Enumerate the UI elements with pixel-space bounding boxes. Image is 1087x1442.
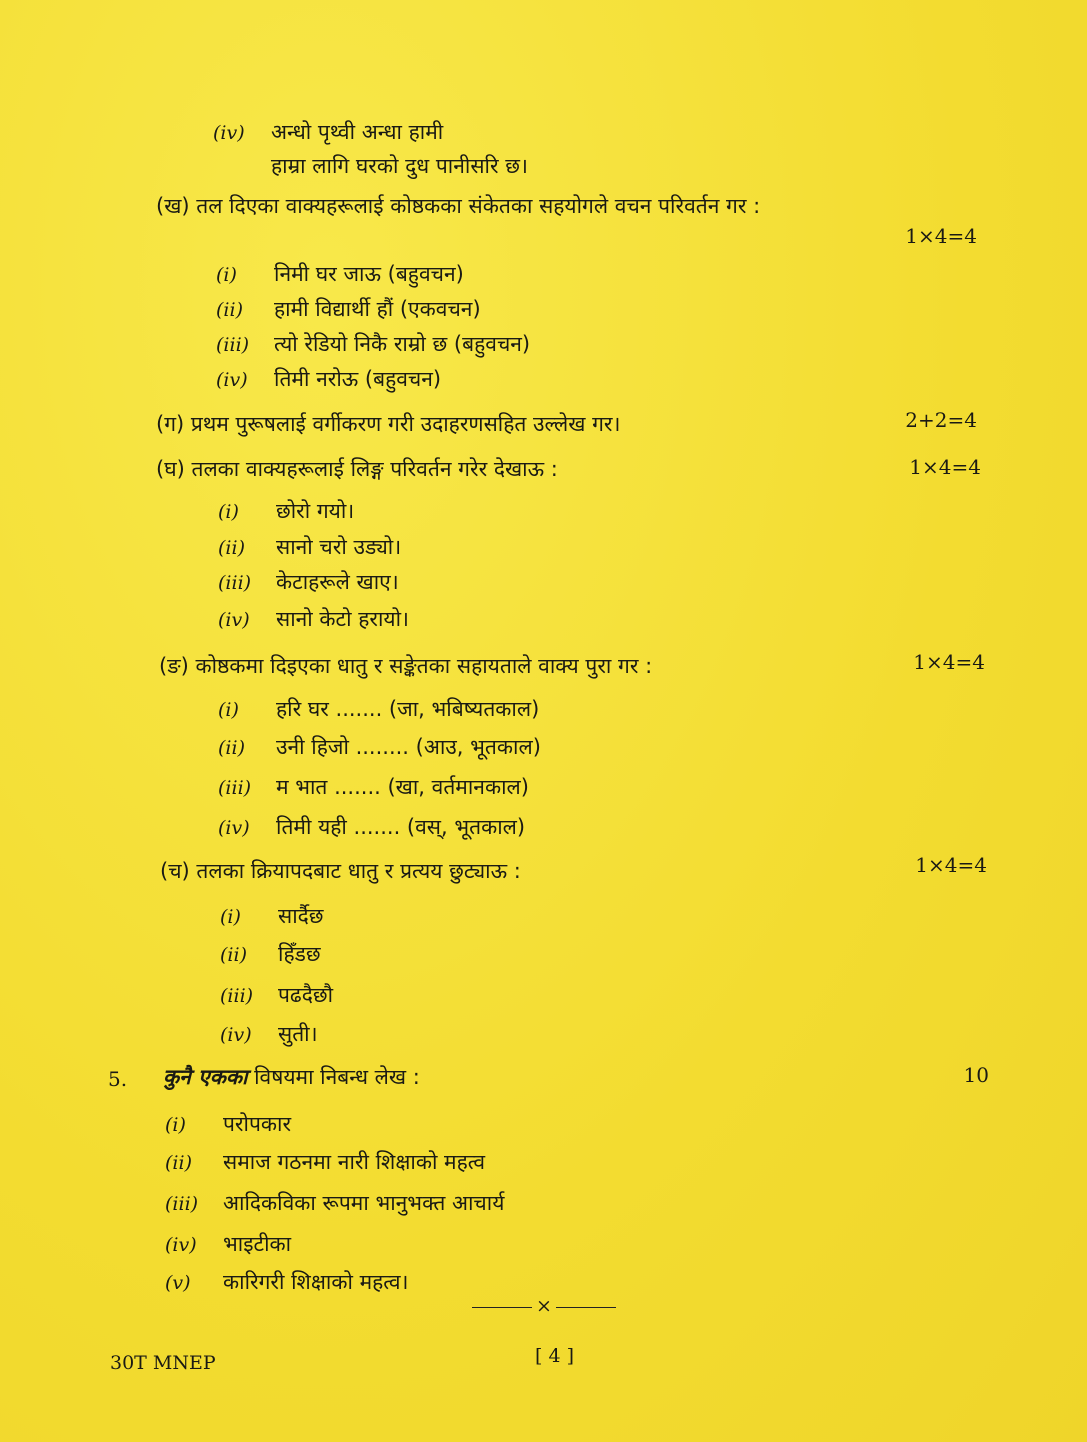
list-item: (iv) सानो केटो हरायो।: [218, 607, 409, 631]
question-cha-marks: 1×4=4: [915, 853, 987, 877]
list-item: (iii) केटाहरूले खाए।: [218, 570, 399, 594]
item-numeral: (iv): [213, 122, 245, 144]
question-kha-marks: 1×4=4: [905, 224, 977, 248]
end-cross: ×: [536, 1295, 552, 1317]
list-item: (iv) सुती।: [220, 1022, 318, 1046]
question-ga-label: (ग) प्रथम पुरूषलाई वर्गीकरण गरी उदाहरणसहित उल्लेख गर।: [156, 412, 621, 436]
list-item: (ii) सानो चरो उड्यो।: [218, 535, 402, 559]
list-item: (iii) म भात ....... (खा, वर्तमानकाल): [218, 775, 529, 799]
verse-line-2: हाम्रा लागि घरको दुध पानीसरि छ।: [271, 154, 528, 178]
question-nga-label: (ङ) कोष्ठकमा दिइएका धातु र सङ्केतका सहायताले वाक्य पुरा गर :: [159, 654, 653, 678]
list-item: (i) परोपकार: [165, 1112, 292, 1136]
list-item: (i) निमी घर जाऊ (बहुवचन): [216, 262, 464, 286]
question-gha-label: (घ) तलका वाक्यहरूलाई लिङ्ग परिवर्तन गरेर देखाऊ :: [156, 457, 558, 481]
list-item: (iii) पढदैछौ: [220, 983, 334, 1007]
page-number: [ 4 ]: [535, 1345, 574, 1367]
question-5-marks: 10: [963, 1063, 989, 1087]
question-nga-marks: 1×4=4: [913, 650, 985, 674]
list-item: (v) कारिगरी शिक्षाको महत्व।: [165, 1270, 409, 1294]
question-5-number: 5.: [108, 1067, 128, 1091]
verse-text: अन्धो पृथ्वी अन्धा हामी: [271, 120, 444, 144]
list-item: (iv) तिमी नरोऊ (बहुवचन): [216, 367, 442, 391]
list-item: (i) छोरो गयो।: [218, 499, 355, 523]
list-item: (ii) हामी विद्यार्थी हौं (एकवचन): [216, 297, 481, 321]
list-item: (iv) भाइटीका: [165, 1232, 292, 1256]
verse-line-1: [213, 118, 443, 146]
list-item: (i) हरि घर ....... (जा, भबिष्यतकाल): [218, 697, 540, 721]
end-rule-left: [472, 1306, 532, 1308]
question-kha-label: (ख) तल दिएका वाक्यहरूलाई कोष्ठकका संकेतका सहयोगले वचन परिवर्तन गर :: [156, 194, 761, 218]
list-item: (iii) आदिकविका रूपमा भानुभक्त आचार्य: [165, 1191, 505, 1215]
question-5-label: [163, 1063, 420, 1091]
question-ga-marks: 2+2=4: [905, 408, 977, 432]
list-item: (ii) समाज गठनमा नारी शिक्षाको महत्व: [165, 1150, 486, 1174]
question-5-label-rest: विषयमा निबन्ध लेख :: [247, 1065, 420, 1089]
question-cha-label: (च) तलका क्रियापदबाट धातु र प्रत्यय छुट्याऊ :: [160, 859, 521, 883]
list-item: (ii) हिँडछ: [220, 942, 321, 966]
list-item: (iv) तिमी यही ....... (वस्, भूतकाल): [218, 815, 526, 839]
list-item: (i) सार्दैछ: [220, 904, 324, 928]
list-item: (ii) उनी हिजो ........ (आउ, भूतकाल): [218, 735, 541, 759]
paper-code: 30T MNEP: [110, 1352, 216, 1374]
list-item: (iii) त्यो रेडियो निकै राम्रो छ (बहुवचन): [216, 332, 531, 356]
question-5-emphasis: कुनै एकका: [163, 1065, 248, 1089]
end-of-paper-mark: [472, 1295, 616, 1317]
end-rule-right: [556, 1306, 616, 1308]
question-gha-marks: 1×4=4: [909, 455, 981, 479]
